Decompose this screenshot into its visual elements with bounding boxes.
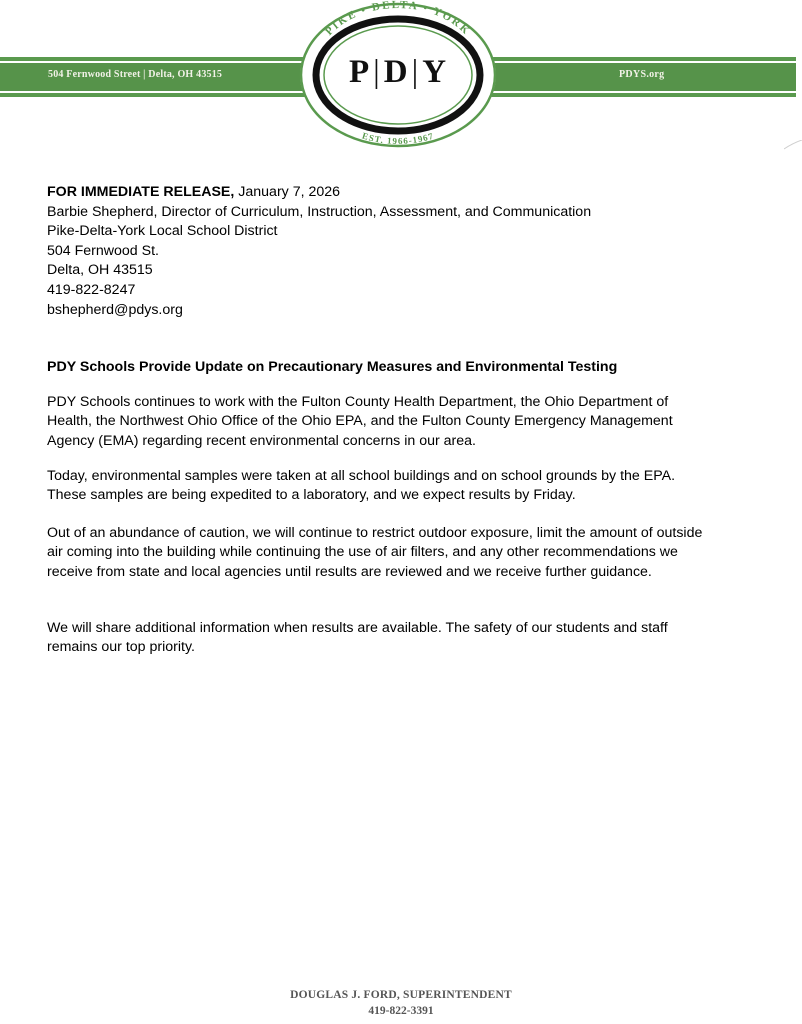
logo-arc-text: PIKE • DELTA • YORK <box>323 0 473 38</box>
footer-superintendent: DOUGLAS J. FORD, SUPERINTENDENT <box>290 989 512 1001</box>
release-contact-block <box>47 183 747 320</box>
contact-district: Pike-Delta-York Local School District <box>47 223 278 240</box>
body-paragraph-3: Out of an abundance of caution, we will continue to restrict outdoor exposure, limit the amount of outside air coming into the building while continuing the use of air filters, and any other recommendations we receive from state and local agencies until results are reviewed and we receive further guidance. <box>47 525 703 580</box>
contact-phone: 419-822-8247 <box>47 281 136 298</box>
contact-name-title: Barbie Shepherd, Director of Curriculum, Instruction, Assessment, and Communication <box>47 203 592 220</box>
press-release-headline: PDY Schools Provide Update on Precautionary Measures and Environmental Testing <box>47 359 618 375</box>
release-date: January 7, 2026 <box>234 184 341 200</box>
footer-phone: 419-822-3391 <box>368 1005 434 1017</box>
corner-decoration-icon <box>784 140 802 150</box>
body-paragraph-4: We will share additional information when results are available. The safety of our students and staff remains our top priority. <box>47 620 668 656</box>
body-paragraph-1: PDY Schools continues to work with the Fulton County Health Department, the Ohio Department of Health, the Northwest Ohio Office of the Ohio EPA, and the Fulton County Emergency Management Agency (EMA) regarding recent environmental concerns in our area. <box>47 394 673 449</box>
district-logo <box>296 0 500 156</box>
release-label: FOR IMMEDIATE RELEASE, <box>47 184 235 200</box>
logo-letter-p: P <box>348 54 371 90</box>
logo-separator: | <box>411 54 420 90</box>
logo-letter-y: Y <box>422 54 448 90</box>
logo-separator: | <box>373 54 381 90</box>
release-line <box>47 183 747 203</box>
contact-email: bshepherd@pdys.org <box>47 301 183 318</box>
logo-letter-d: D <box>383 54 409 90</box>
body-paragraph-2: Today, environmental samples were taken at all school buildings and on school grounds by the EPA. These samples are being expedited to a laboratory, and we expect results by Friday. <box>47 468 676 504</box>
letterhead-footer <box>0 987 802 1019</box>
logo-letters <box>296 54 500 91</box>
letterhead-address: 504 Fernwood Street | Delta, OH 43515 <box>48 69 223 80</box>
logo-established-text: EST. 1966-1967 <box>360 130 436 147</box>
letterhead-website: PDYS.org <box>619 69 665 80</box>
contact-city: Delta, OH 43515 <box>47 262 153 279</box>
contact-street: 504 Fernwood St. <box>47 242 159 259</box>
